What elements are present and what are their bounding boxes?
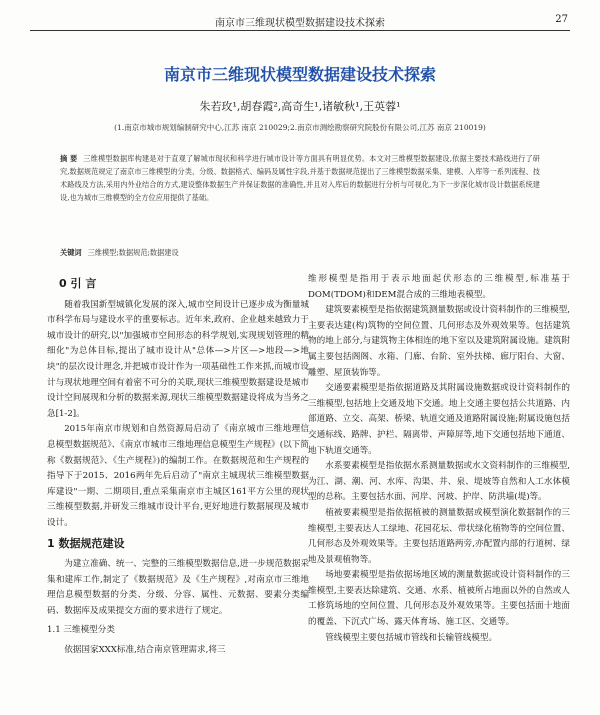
paragraph: 建筑要素模型是指依据建筑测量数据或设计资料制作的三维模型,主要表达建(构)筑物的空间位置、几何形态及外观效果等。包括建筑物的地上部分,与建筑物主体相连的地下室以及建筑附属设施。建筑附属主要包括阁阁、水箱、门廊、台阶、室外扶梯、廊厅阳台、大窗、雕塑、屋顶装饰等。 [308, 305, 570, 378]
paper-title: 南京市三维现状模型数据建设技术探索 [163, 65, 436, 84]
paragraph: 随着我国新型城镇化发展的深入,城市空间设计已逐步成为衡量城市科学布局与建设水平的重要标志。近年来,政府、企业越来越致力于城市设计的研究,以"加强城市空间形态的科学规划,实现规划管理的精细化"为总体目标,提出了城市设计从"总体—>片区—>地段—>地块"的层次设计理念,并把城市设计作为一项基础性工作来抓,而城市设计与现状地理空间有着密不可分的关联,现状三维模型数据建设是城市设计空间展现和分析的数据来源,现状三维模型数据建设将成为当务之急[1-2]。 [47, 299, 309, 419]
abstract-text: 三维模型数据库构建是对于直观了解城市现状和科学进行城市设计等方面具有明显优势。本文对三维模型数据建设,依据主要技术路线进行了研究,数据规范规定了南京市三维模型的分类、分级、数据格式、编码及属性字段,并基于数据规范提出了三维模型数据采集、建模、入库等一系列流程、技术路线及方法,采用内外业结合的方式,建设整体数据生产并保证数据的准确性,并且对入库后的数据进行分析与可视化,为下一步深化城市设计数据系统建设,也为城市三维模型的全方位应用提供了基础。 [60, 154, 540, 202]
right-column [308, 272, 570, 646]
abstract-label: 摘 要 [60, 154, 78, 163]
paragraph: 植被要素模型是指依据植被的测量数据或模型演化数据制作的三维模型,主要表达人工绿地、花园花坛、带状绿化植物等的空间位置、几何形态及外观效果等。主要包括道路两旁,亦配置内部的行道树、绿地及景观植物等。 [308, 507, 570, 565]
paragraph: 维形模型是指用于表示地面起伏形态的三维模型,标准基于DOM(TDOM)和DEM混合成的三维地表模型。 [308, 274, 570, 300]
paragraph: 交通要素模型是指依据道路及其附属设施数据或设计资料制作的三维模型,包括地上交通及地下交通。地上交通主要包括公共道路、内部道路、立交、高架、桥梁、轨道交通及道路附属设施;附属设施包括交通标线、路牌、护栏、隔离带、声障屏等,地下交通包括地下通道、地下轨道交通等。 [308, 383, 570, 456]
keywords-label: 关键词 [60, 248, 82, 257]
paragraph: 依据国家XXX标准,结合南京管理需求,将三 [64, 645, 226, 656]
paragraph: 场地要素模型是指依据场地区域的测量数据或设计资料制作的三维模型,主要表达除建筑、交通、水系、植被所占地面以外的自然或人工修筑场地的空间位置、几何形态及外观效果等。主要包括面十地面的覆盖、下沉式广场、露天体育场、施工区、交通等。 [308, 570, 570, 628]
left-column [47, 272, 309, 659]
running-title: 南京市三维现状模型数据建设技术探索 [215, 18, 385, 29]
section-heading-introduction: 0 引 言 [59, 277, 97, 290]
author-affiliation: (1.南京市城市规划编制研究中心,江苏 南京 210029;2.南京市测绘勘察研究院股份有限公司,江苏 南京 210019) [114, 123, 486, 132]
keywords [60, 248, 540, 258]
keywords-text: 三维模型;数据规范;数据建设 [87, 248, 179, 257]
section-heading-data-spec: 1 数据规范建设 [47, 536, 125, 550]
page-number: 27 [555, 14, 568, 25]
subsection-heading-model-classification: 1.1 三维模型分类 [47, 625, 115, 636]
abstract [60, 152, 540, 204]
paragraph: 水系要素模型是指依据水系测量数据或水文资料制作的三维模型,为江、湖、潮、河、水库、沟渠、井、泉、堤坡等自然和人工水体模型的总称。主要包括水面、河岸、河坡、护岸、防洪墙(堤)等。 [308, 461, 570, 503]
running-header [30, 12, 570, 31]
paragraph: 管线模型主要包括城市管线和长输管线模型。 [325, 632, 498, 643]
paragraph: 2015年南京市规划和自然资源局启动了《南京城市三维地理信息模型数据规范》、《南京市城市三维地理信息模型生产规程》(以下简称《数据规范》、《生产规程》)的编制工作。在数据规范和生产规程的指导下于2015、2016两年先后启动了"南京主城现状三维模型数据库建设"一期、二期项目,重点采集南京市主城区161平方公里的现状三维模型数据,并研发三维城市设计平台,更好地进行数据展现及城市设计。 [47, 424, 309, 528]
paragraph: 为建立准确、统一、完整的三维模型数据信息,进一步规范数据采集和建库工作,制定了《数据规范》及《生产规程》,对南京市三维地理信息模型数据的分类、分级、分容、属性、元数据、要素分类编码、数据库及成果提交方面的要求进行了规定。 [47, 559, 309, 616]
paper-authors: 朱若玫¹,胡春霞²,高奇生¹,诸敏秋¹,王英蓉¹ [199, 100, 401, 113]
